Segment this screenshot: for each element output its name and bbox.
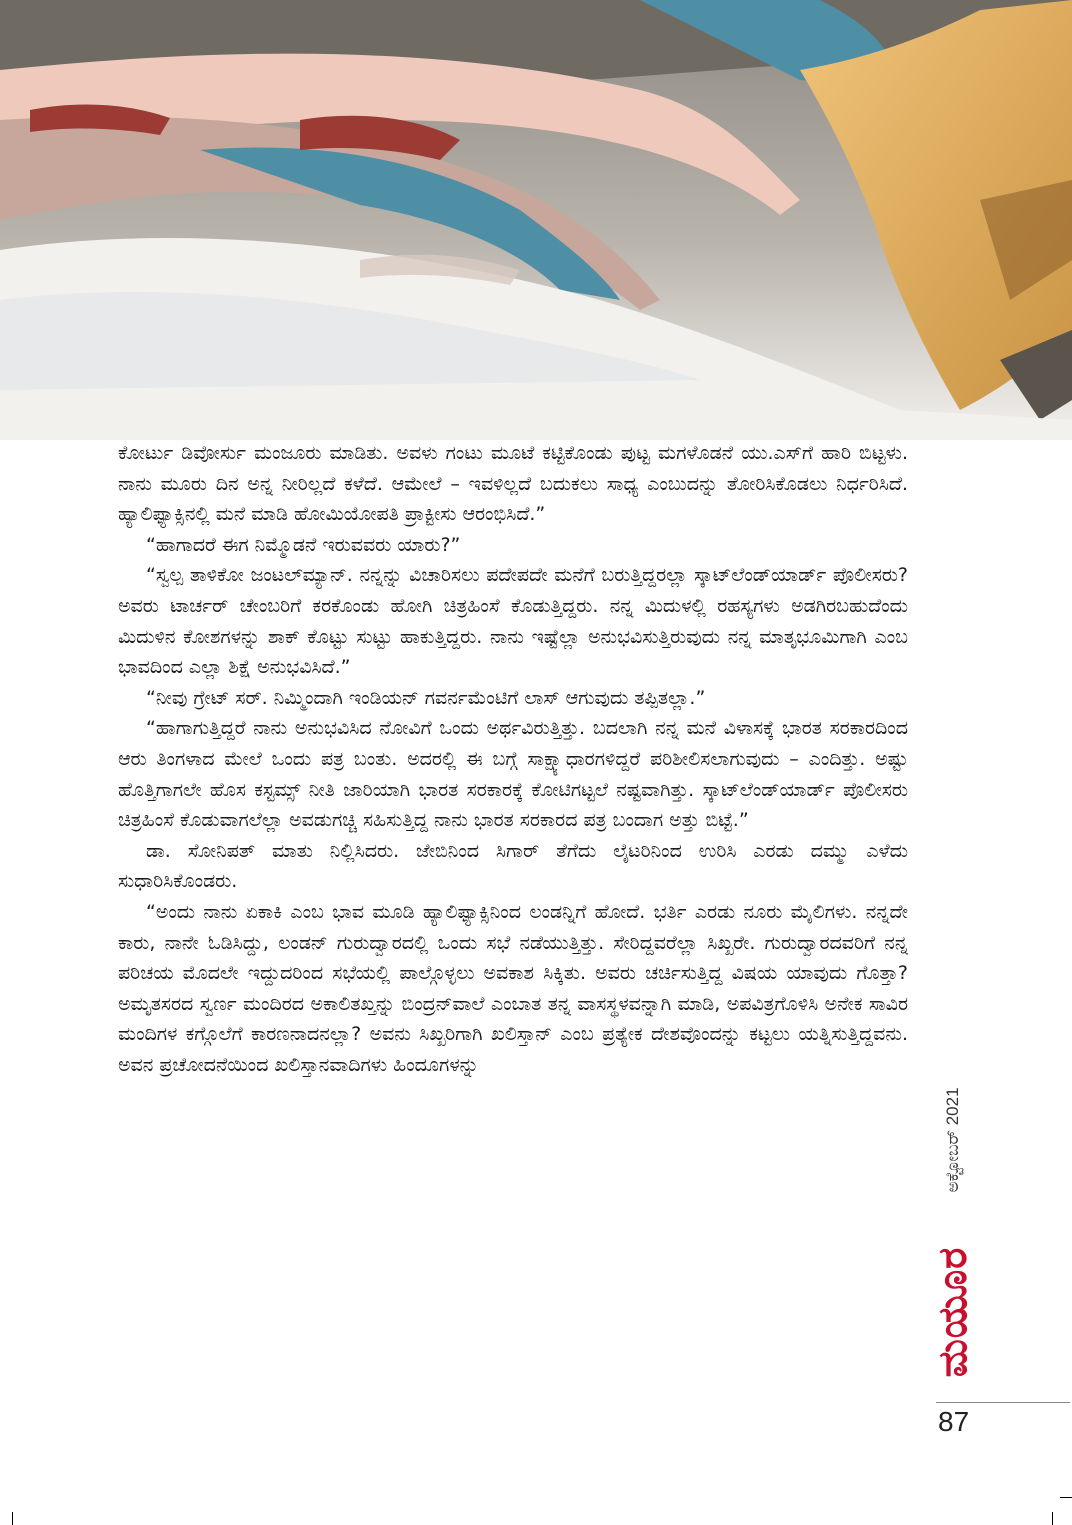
crop-mark (1060, 1497, 1072, 1498)
article-paragraph: “ಅಂದು ನಾನು ಏಕಾಕಿ ಎಂಬ ಭಾವ ಮೂಡಿ ಹ್ಯಾಲಿಫ್ಯಾಕ್ಸಿನಿಂದ ಲಂಡನ್ನಿಗೆ ಹೋದೆ. ಭರ್ತಿ ಎರಡು ನೂರು ಮೈಲಿಗಳು. ನನ್ನದೇ ಕಾರು, ನಾನೇ ಓಡಿಸಿದ್ದು, ಲಂಡನ್ ಗುರುದ್ವಾರದಲ್ಲಿ ಒಂದು ಸಭೆ ನಡೆಯುತ್ತಿತ್ತು. ಸೇರಿದ್ದವರೆಲ್ಲಾ ಸಿಖ್ಖರೇ. ಗುರುದ್ವಾರದವರಿಗೆ ನನ್ನ ಪರಿಚಯ ಮೊದಲೇ ಇದ್ದುದರಿಂದ ಸಭೆಯಲ್ಲಿ ಪಾಲ್ಗೊಳ್ಳಲು ಅವಕಾಶ ಸಿಕ್ಕಿತು. ಅವರು ಚರ್ಚಿಸುತ್ತಿದ್ದ ವಿಷಯ ಯಾವುದು ಗೊತ್ತಾ? ಅಮೃತಸರದ ಸ್ವರ್ಣ ಮಂದಿರದ ಅಕಾಲಿತಖ್ತನ್ನು ಬಿಂದ್ರನ್‌ವಾಲೆ ಎಂಬಾತ ತನ್ನ ವಾಸಸ್ಥಳವನ್ನಾಗಿ ಮಾಡಿ, ಅಪವಿತ್ರಗೊಳಿಸಿ ಅನೇಕ ಸಾವಿರ ಮಂದಿಗಳ ಕಗ್ಗೊಲೆಗೆ ಕಾರಣನಾದನಲ್ಲಾ? ಅವನು ಸಿಖ್ಖರಿಗಾಗಿ ಖಲಿಸ್ತಾನ್ ಎಂಬ ಪ್ರತ್ಯೇಕ ದೇಶವೊಂದನ್ನು ಕಟ್ಟಲು ಯತ್ನಿಸುತ್ತಿದ್ದವನು. ಅವನ ಪ್ರಚೋದನೆಯಿಂದ ಖಲಿಸ್ತಾನವಾದಿಗಳು ಹಿಂದೂಗಳನ್ನು (118, 900, 908, 1076)
article-paragraph: ಡಾ. ಸೋನಿಪತ್ ಮಾತು ನಿಲ್ಲಿಸಿದರು. ಜೇಬಿನಿಂದ ಸಿಗಾರ್ ತೆಗೆದು ಲೈಟರಿನಿಂದ ಉರಿಸಿ ಎರಡು ದಮ್ಮು ಎಳೆದು ಸುಧಾರಿಸಿಕೊಂಡರು. (118, 839, 908, 893)
crop-mark (1052, 1512, 1053, 1525)
crop-mark (12, 1512, 13, 1525)
article-body (118, 438, 908, 1080)
issue-date-text: ಅಕ್ಟೋಬರ್ 2021 (943, 1087, 962, 1193)
magazine-brand (930, 1222, 976, 1402)
article-paragraph: “ಹಾಗಾಗುತ್ತಿದ್ದರೆ ನಾನು ಅನುಭವಿಸಿದ ನೋವಿಗೆ ಒಂದು ಅರ್ಥವಿರುತ್ತಿತ್ತು. ಬದಲಾಗಿ ನನ್ನ ಮನೆ ವಿಳಾಸಕ್ಕೆ ಭಾರತ ಸರಕಾರದಿಂದ ಆರು ತಿಂಗಳಾದ ಮೇಲೆ ಒಂದು ಪತ್ರ ಬಂತು. ಅದರಲ್ಲಿ ಈ ಬಗ್ಗೆ ಸಾಕ್ಷ್ಯಾಧಾರಗಳಿದ್ದರೆ ಪರಿಶೀಲಿಸಲಾಗುವುದು – ಎಂದಿತ್ತು. ಅಷ್ಟು ಹೊತ್ತಿಗಾಗಲೇ ಹೊಸ ಕಸ್ಟಮ್ಸ್ ನೀತಿ ಜಾರಿಯಾಗಿ ಭಾರತ ಸರಕಾರಕ್ಕೆ ಕೋಟಿಗಟ್ಟಲೆ ನಷ್ಟವಾಗಿತ್ತು. ಸ್ಕಾಟ್‌ಲೆಂಡ್‌ಯಾರ್ಡ್ ಪೊಲೀಸರು ಚಿತ್ರಹಿಂಸೆ ಕೊಡುವಾಗಲೆಲ್ಲಾ ಅವಡುಗಚ್ಚಿ ಸಹಿಸುತ್ತಿದ್ದ ನಾನು ಭಾರತ ಸರಕಾರದ ಪತ್ರ ಬಂದಾಗ ಅತ್ತು ಬಿಟ್ಟೆ.” (118, 717, 908, 832)
page-number: 87 (938, 1406, 970, 1437)
article-paragraph: “ಹಾಗಾದರೆ ಈಗ ನಿಮ್ಮೊಡನೆ ಇರುವವರು ಯಾರು?” (146, 533, 461, 556)
issue-date (930, 1070, 976, 1210)
article-paragraph: “ಸ್ವಲ್ಪ ತಾಳಿಕೋ ಜಂಟಲ್‌ಮ್ಯಾನ್. ನನ್ನನ್ನು ವಿಚಾರಿಸಲು ಪದೇಪದೇ ಮನೆಗೆ ಬರುತ್ತಿದ್ದರಲ್ಲಾ ಸ್ಕಾಟ್‌ಲೆಂಡ್‌ಯಾರ್ಡ್ ಪೊಲೀಸರು? ಅವರು ಟಾರ್ಚರ್ ಚೇಂಬರಿಗೆ ಕರಕೊಂಡು ಹೋಗಿ ಚಿತ್ರಹಿಂಸೆ ಕೊಡುತ್ತಿದ್ದರು. ನನ್ನ ಮಿದುಳಲ್ಲಿ ರಹಸ್ಯಗಳು ಅಡಗಿರಬಹುದೆಂದು ಮಿದುಳಿನ ಕೋಶಗಳನ್ನು ಶಾಕ್ ಕೊಟ್ಟು ಸುಟ್ಟು ಹಾಕುತ್ತಿದ್ದರು. ನಾನು ಇಷ್ಟೆಲ್ಲಾ ಅನುಭವಿಸುತ್ತಿರುವುದು ನನ್ನ ಮಾತೃಭೂಮಿಗಾಗಿ ಎಂಬ ಭಾವದಿಂದ ಎಲ್ಲಾ ಶಿಕ್ಷೆ ಅನುಭವಿಸಿದೆ.” (118, 564, 908, 679)
article-paragraph: “ನೀವು ಗ್ರೇಟ್ ಸರ್. ನಿಮ್ಮಿಂದಾಗಿ ಇಂಡಿಯನ್ ಗವರ್ನಮೆಂಟಿಗೆ ಲಾಸ್ ಆಗುವುದು ತಪ್ಪಿತಲ್ಲಾ.” (146, 686, 706, 709)
header-illustration (0, 0, 1072, 440)
abstract-painting-icon (0, 0, 1072, 440)
magazine-name: ಮಯೂರ (930, 1246, 976, 1378)
article-paragraph: ಕೋರ್ಟು ಡಿವೋರ್ಸು ಮಂಜೂರು ಮಾಡಿತು. ಅವಳು ಗಂಟು ಮೂಟೆ ಕಟ್ಟಿಕೊಂಡು ಪುಟ್ಟ ಮಗಳೊಡನೆ ಯು.ಎಸ್‌ಗೆ ಹಾರಿ ಬಿಟ್ಟಳು. ನಾನು ಮೂರು ದಿನ ಅನ್ನ ನೀರಿಲ್ಲದೆ ಕಳೆದೆ. ಆಮೇಲೆ – ಇವಳಿಲ್ಲದೆ ಬದುಕಲು ಸಾಧ್ಯ ಎಂಬುದನ್ನು ತೋರಿಸಿಕೊಡಲು ನಿರ್ಧರಿಸಿದೆ. ಹ್ಯಾಲಿಫ್ಯಾಕ್ಸಿನಲ್ಲಿ ಮನೆ ಮಾಡಿ ಹೋಮಿಯೋಪತಿ ಪ್ರಾಕ್ಟೀಸು ಆರಂಭಿಸಿದೆ.” (118, 442, 908, 526)
page-number-rule (936, 1402, 1070, 1403)
